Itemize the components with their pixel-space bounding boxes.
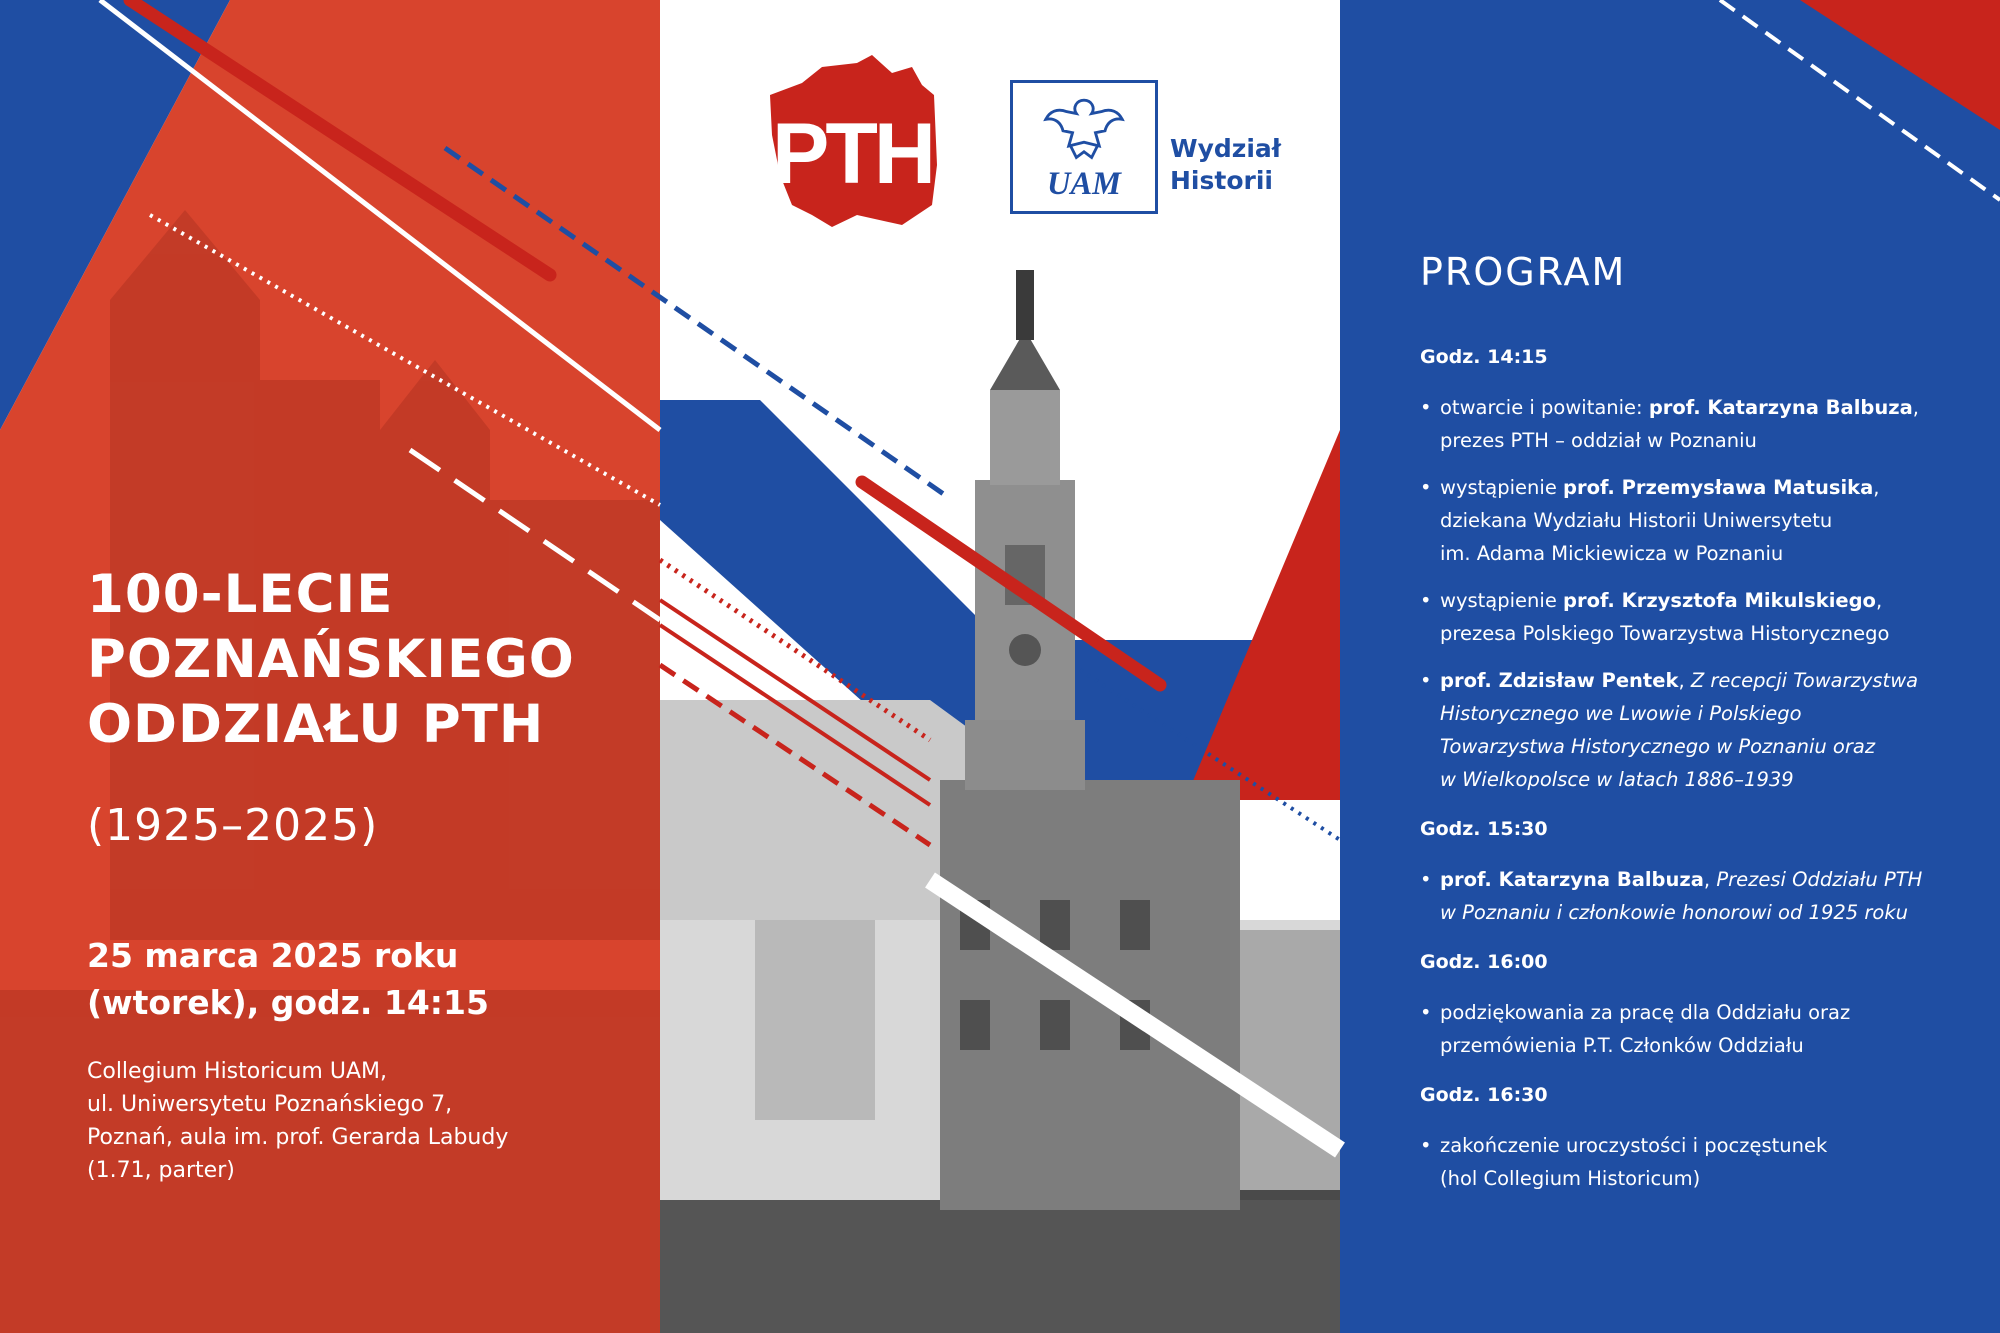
slot-time: Godz. 16:30 xyxy=(1420,1084,1548,1106)
item-punct: , xyxy=(1678,669,1691,692)
item-person: prof. Katarzyna Balbuza xyxy=(1648,396,1913,419)
bullet: • xyxy=(1420,1134,1432,1157)
bullet: • xyxy=(1420,669,1432,692)
item-text: wystąpienie xyxy=(1440,476,1564,499)
faculty-name-line1: Wydział xyxy=(1170,134,1282,163)
event-title xyxy=(87,562,647,757)
event-venue xyxy=(87,1055,647,1187)
program-item xyxy=(1420,863,1940,929)
item-text: otwarcie i powitanie: xyxy=(1440,396,1649,419)
slot-time: Godz. 14:15 xyxy=(1420,346,1548,368)
program-item xyxy=(1420,664,1940,796)
program-item xyxy=(1420,391,1940,457)
venue-line4: (1.71, parter) xyxy=(87,1158,235,1183)
program-item xyxy=(1420,1129,1940,1195)
eagle-emblem-icon xyxy=(1013,83,1155,211)
item-text: zakończenie uroczystości i poczęstunek xyxy=(1440,1134,1828,1157)
program xyxy=(1420,250,1940,1209)
item-punct: , xyxy=(1873,476,1880,499)
item-text: (hol Collegium Historicum) xyxy=(1440,1167,1701,1190)
item-text: prezes PTH – oddział w Poznaniu xyxy=(1440,429,1757,452)
program-item xyxy=(1420,584,1940,650)
bullet: • xyxy=(1420,396,1432,419)
program-item xyxy=(1420,996,1940,1062)
slot-time: Godz. 15:30 xyxy=(1420,818,1548,840)
event-title-line2: POZNAŃSKIEGO xyxy=(87,629,575,690)
bullet: • xyxy=(1420,868,1432,891)
pth-logo-text: PTH xyxy=(772,106,932,202)
venue-line1: Collegium Historicum UAM, xyxy=(87,1059,387,1084)
faculty-name xyxy=(1170,133,1281,197)
item-text: dziekana Wydziału Historii Uniwersytetu xyxy=(1440,509,1833,532)
item-person: prof. Katarzyna Balbuza xyxy=(1440,868,1704,891)
lecture-title: w Poznaniu i członkowie honorowi od 1925 roku xyxy=(1440,901,1908,924)
right-red-triangle xyxy=(1185,430,1340,800)
item-text: podziękowania za pracę dla Oddziału oraz xyxy=(1440,1001,1851,1024)
lecture-title: Historycznego we Lwowie i Polskiego xyxy=(1440,702,1802,725)
uam-logo-text: UAM xyxy=(1047,165,1121,202)
event-date-line1: 25 marca 2025 roku xyxy=(87,936,459,975)
lecture-title: Prezesi Oddziału PTH xyxy=(1716,868,1923,891)
faculty-name-line2: Historii xyxy=(1170,166,1273,195)
uam-logo xyxy=(1010,80,1158,214)
item-text: im. Adama Mickiewicza w Poznaniu xyxy=(1440,542,1784,565)
bullet: • xyxy=(1420,589,1432,612)
program-item xyxy=(1420,471,1940,570)
program-title: PROGRAM xyxy=(1420,250,1627,294)
item-text: przemówienia P.T. Członków Oddziału xyxy=(1440,1034,1804,1057)
event-years: (1925–2025) xyxy=(87,800,379,851)
item-punct: , xyxy=(1875,589,1883,612)
lecture-title: Z recepcji Towarzystwa xyxy=(1690,669,1919,692)
lecture-title: w Wielkopolsce w latach 1886–1939 xyxy=(1440,768,1794,791)
pth-logo xyxy=(762,55,942,231)
item-text: wystąpienie xyxy=(1440,589,1564,612)
bullet: • xyxy=(1420,1001,1432,1024)
event-title-line1: 100-LECIE xyxy=(87,564,394,625)
lecture-title: Towarzystwa Historycznego w Poznaniu oraz xyxy=(1440,735,1876,758)
bullet: • xyxy=(1420,476,1432,499)
event-date xyxy=(87,932,587,1026)
venue-line2: ul. Uniwersytetu Poznańskiego 7, xyxy=(87,1092,453,1117)
item-text: prezesa Polskiego Towarzystwa Historycznego xyxy=(1440,622,1890,645)
venue-line3: Poznań, aula im. prof. Gerarda Labudy xyxy=(87,1125,509,1150)
item-punct: , xyxy=(1912,396,1919,419)
event-title-line3: ODDZIAŁU PTH xyxy=(87,694,545,755)
event-date-line2: (wtorek), godz. 14:15 xyxy=(87,983,489,1022)
item-person: prof. Przemysława Matusika xyxy=(1563,476,1874,499)
slot-time: Godz. 16:00 xyxy=(1420,951,1548,973)
item-punct: , xyxy=(1703,868,1717,891)
item-person: prof. Krzysztofa Mikulskiego xyxy=(1563,589,1876,612)
item-person: prof. Zdzisław Pentek xyxy=(1440,669,1679,692)
